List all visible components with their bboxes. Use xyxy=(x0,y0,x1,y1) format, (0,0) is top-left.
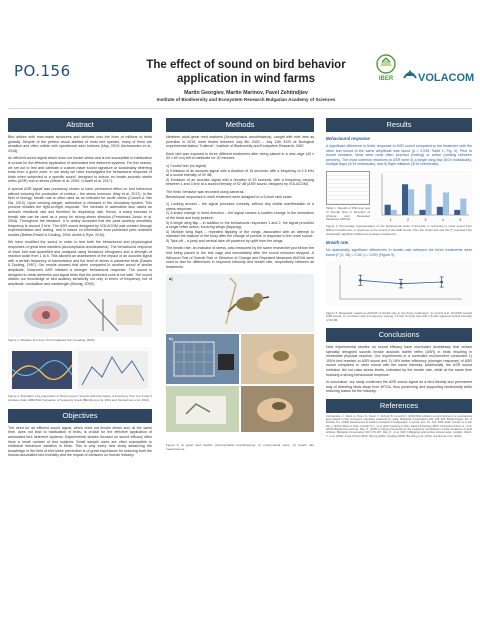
section-header-conclusions: Conclusions xyxy=(326,328,472,342)
setup-photo-graphic xyxy=(166,334,239,384)
volacom-logo xyxy=(402,66,475,88)
conclusions-paragraph: In conclusion, our study confirmed the ASR sound signal as a bird-friendly and permanent way of deterring birds away from WTGs, thus preserving and supporting biodiversity while reducing losses for the industry. xyxy=(326,380,472,394)
column-left xyxy=(8,118,152,458)
conclusions-paragraph: New experimental studies on sound efficacy have concluded doubtlessly that certain specially designed sounds invoke acoustic startle reflex (ASR) in birds resulting in immediate physical reaction. Our experiments in a controlled environment concluded 1) 100% bird reaction to ASR sound and 2) 16% better efficiency (stronger response) of ASR sound compared to other sound with the same intensity. Additionally, the ASR sound emission did not raise stress levels, indicated by the breath rate, while at the same time inducing a strong behavioural response. xyxy=(326,344,472,377)
methods-paragraph: The birds' behavior was recorded using cameras. Behavioural responses in each treatment were assigned to a 5-level rank scale: xyxy=(166,189,293,199)
affiliation: Institute of Biodiversity and Ecosystem Research Bulgarian Academy of Sciences xyxy=(156,97,336,102)
figure-3b-photo xyxy=(166,334,239,384)
x-tick-label: 2 xyxy=(407,217,410,222)
bar xyxy=(419,210,425,215)
results-figure-row xyxy=(326,171,472,223)
section-header-results: Results xyxy=(326,118,472,132)
figure-3a-photo xyxy=(166,274,314,332)
bar xyxy=(443,192,449,215)
results-subheading-behaviour: Behavioural response xyxy=(326,136,370,141)
section-header-methods: Methods xyxy=(166,118,314,132)
authors: Martin Georgiev, Martin Marinov, Pavel Zehtindjiev xyxy=(184,90,308,96)
bar xyxy=(426,184,432,215)
figure-2-graphic xyxy=(8,347,152,393)
x-tick-label: 3 xyxy=(424,217,427,222)
header-divider xyxy=(8,108,472,109)
abstract-paragraph: An efficient sound signal which does not invoke stress and is not susceptible to habituation is crucial for the effective application of automated bird deterrent systems. For this reason, we set out to test and calibrate a custom-made sound signature of sustainably deterring birds from a given zone. In our study we have investigated the behavioural response of birds when subjected to a specific sound, designed to induce an innate acoustic startle reflex (ASR) but no stress (Welch et al. 2009, Crowell et al. 2017). xyxy=(8,156,152,184)
table-1-caption: Table 1. Results of Wilcoxon test of Overall Size or Direction of Change and Repeated Measures ANOVA. xyxy=(326,205,370,222)
abstract-paragraph: A special ASR signal was previously shown to have permanent effect on bird behaviour without inducing the production of cortisol – the stress hormone (May et al. 2017). In the field of biology, breath rate is often used as an indicator for acute stress (Cornell & Van Dis, 2014). Upon sensing danger, adrenaline is released in the circulatory system. This process initiates the fight-or-flight response. The increase in adrenaline also raises an animal's metabolic rate and therefore its respiratory rate. Hence, a sharp increase in breath rate can be used as a proxy for strong stress stimulus (Fernández-Juricic et al. 2004). Throughout the literature, it is widely accepted that the peak auditory sensitivity frequency is around 3 kHz. The ASR sound designed by VOLACOM was created through experimentation and testing, and is based on information from published peer-reviewed studies (Brittan-Powell & Dooling, 2004; Amett & Ryle, 2016). xyxy=(8,186,152,237)
results-paragraph: A significant difference in birds' response to ASR sound compared to the treatment with the other test sound of the same amplitude was found (p = 0.035, Table 1, Fig. 4). Prior to sound emission, birds were most often perched (resting) or active (moving between perches). The most common reactions to ASR were 5) a single wing flap (6/19 individuals), multiple flaps (4/19 individuals), and 5) flight initiation (3/19 individuals). xyxy=(326,144,472,167)
table-1-graphic xyxy=(326,171,370,205)
figure-1-caption: Figure 1. Weather and time of bird (adapted from Gooding, 2005). xyxy=(8,338,96,343)
bar xyxy=(460,199,466,215)
figure-3-caption: Figure 3. a) great reed warbler (Acrocephalus arundinaceus); b) experimental setup. (c) breath rate measurement. xyxy=(166,443,314,452)
bar xyxy=(437,207,443,215)
methods-treatment-list: 1) Control test (no signal) 2) Emission of an acoustic signal with a duration of 15 seconds, with a frequency of 2.5 kHz at a sound intensity of 92 dB; 3) Emission of an acoustic signal with a duration of 15 seconds, with a frequency varying between 1 and 3 kHz at a sound intensity of 92 dB (ASR sound, designed by VOLACOM). xyxy=(166,163,314,187)
x-tick-label: 1 xyxy=(389,217,392,222)
figure-3e-photo xyxy=(241,386,314,432)
figure-5-chart xyxy=(326,261,472,305)
poster-id: PO.156 xyxy=(14,62,71,80)
figure-3b-label: b) xyxy=(169,336,173,342)
results-paragraph: No statistically significant differences in breath rate between the three treatments were found (F [2, 36] = 0.36, p = 0.69) (Figure 5). xyxy=(326,248,472,257)
section-header-objectives: Objectives xyxy=(8,409,152,423)
bar xyxy=(408,189,414,215)
figure-2-caption: Figure 2. Illustration of a preposition of bird-to-sound. Sounds with fast-sweep of frequency from 0 to 3 kHz.2 produce sharp 3dBA/5Hz fluctuation of frequency levels (Blumberg et al. 2011 and Sunderman et al. 2014). xyxy=(8,394,152,402)
bar xyxy=(385,205,391,215)
references-list: Aschwanden, J., Stark, H., Peter, D., Steuri, T., Schmid, B. & Liechti, F. (2018) Bird collisions at wind turbines in a mountainous area related to bird movement intensities measured by radar. Biological Conservation 220: 228–236. Brittan-Powell, E.F. & Dooling, R.J. (2004) Development of auditory sensitivity in budgerigars. J. Acoust. Soc. Am. 115: 3092–3102. Cornell, H. & Van Dis, J. (2014) Stress in birds. Crowell, S.C., et al. (2017) Hearing in birds. Dawes & Dooling (1997). Fernández-Juricic, E., et al. (2004) Behavioral response. May, R. (2015) A unifying framework for the underlying mechanisms of avian avoidance of wind turbines. Biological Conservation 190: 179–187. May, R., et al. (2017) Mitigating wind-turbine induced avian mortality. Welch, T., et al. (2009). Amett & Ryle (2016). Blumig (2009). Gooding (2005). Blumberg et al. (2011). Sunderman et al. (2014). xyxy=(326,414,472,438)
figure-2 xyxy=(8,347,152,393)
data-point xyxy=(440,280,443,283)
poster-title-line2: application in wind farms xyxy=(176,73,316,85)
figure-3c-photo xyxy=(241,334,314,384)
table-1 xyxy=(326,171,370,223)
figure-3a-label: a) xyxy=(169,276,173,282)
methods-paragraph: The breath rate, an indicator of stress, was measured by the same researcher just before the bird being placed in the test cage and immediately after the sound emission stopped. A Wilcoxon Test of Overall Size or Direction of Change and Repeated Measures ANOVA were used to test for differences in response intensity and breath rate, respectively between all treatments. xyxy=(166,246,314,269)
figure-3d-photo xyxy=(166,386,239,432)
title-block xyxy=(122,58,370,102)
objectives-paragraph: The need for an efficient sound signal, which does not invoke stress and, at the same time, does not lead to habituation in birds, is crucial for the effective application of automated bird deterrent systems. Experimental studies focused on sound efficacy often have a small number of test subjects. Small sample sizes are often susceptible to individual behaviour variation in birds. This is why every new study advancing the knowledge in the field of bird strike prevention is of great importance for reducing both the human-associated bird mortality and the impact of collisions on human industry. xyxy=(8,425,152,458)
figure-5-background xyxy=(326,261,472,305)
iber-logo-text: IBER xyxy=(378,76,394,82)
x-tick-label: 5 xyxy=(459,217,462,222)
x-tick-label: 4 xyxy=(441,217,444,222)
bar xyxy=(391,210,397,215)
figure-1 xyxy=(8,291,152,337)
poster-title-line1: The effect of sound on bird behavior xyxy=(146,59,346,71)
bar xyxy=(402,184,408,215)
results-subheading-breath: Breath rate xyxy=(326,240,349,246)
volacom-logo-text: VOLACOM xyxy=(418,72,475,84)
figure-1-graphic xyxy=(8,291,152,337)
section-header-abstract: Abstract xyxy=(8,118,152,132)
handling-photo-graphic xyxy=(241,386,314,432)
abstract-paragraph: Bird strikes with man-made structures and vehicles cost the lives of millions of birds globally. Despite of the perfect visual abilities of most bird species, many of them are sensitive and often collide with operational wind turbines (May, 2015; Aschwanden et al., 2018). xyxy=(8,135,152,153)
figure-3 xyxy=(166,274,314,442)
field-photo-graphic xyxy=(166,386,239,432)
section-header-references: References xyxy=(326,399,472,413)
figure-4-caption: Figure 4. Percentage representation of the behavioural ranks of intensity in response to novel sound from different treatments, in response to the sound of the ASR sound, from the 3 kHz test and the (*) represent the statistically significant difference between treatments. xyxy=(326,223,472,236)
iber-logo xyxy=(372,52,400,82)
data-point xyxy=(359,278,362,281)
methods-rank-scale: 1) Looking around – the signal provokes curiosity, without any visible manifestation of a stress response; 2) A sharp change in head direction – the signal causes a sudden change in the orientation of the head and body posture; 3) A single wing flap – in addition to the behavioural responses 1 and 2, the signal provokes a single reflex action, involving wings (flapping); 4) Multiple wing flaps – repeated flapping of the wings, associated with an attempt to maintain the balance of the body after the change of posture in response to the novel sound; 5) Take-off – a jump and vertical take-off powered by uplift from the wings. xyxy=(166,202,314,243)
abstract-paragraph: We have modified the sound in order to test both the behavioural and physiological responses of great reed warblers (Acrocephalus arundinaceus). The behavioural response of each bird was quantified and analysed using behaviour ethograms and a strength of reaction scale from 1 to 5. This allowed an assessment of the impact of an acoustic signal with a certain frequency of transmission and the level of stress in passerine birds (Dawes & Dooling, 1997). Our results showed that when compared to another sound of similar amplitude, Volacom's ASR initiated a stronger behavioural response. The sound is designed to resist alertness and signal birds that the protected zone is not safe. The sound utilizes our knowledge of bird auditory sensitivity not only in terms of frequency, but of amplitude, modulation and wavelength (Blumig, 2009). xyxy=(8,240,152,286)
column-middle xyxy=(166,118,314,452)
hand-photo-graphic xyxy=(241,334,314,384)
column-right xyxy=(326,118,472,438)
data-point xyxy=(400,282,403,285)
methods-paragraph: Each bird was exposed to three different treatments after being placed in a new cage (40 x 40 x 60 cm) left to habituate for 30 minutes: xyxy=(166,151,314,161)
figure-4-chart xyxy=(374,171,472,223)
methods-paragraph: Nineteen adult great reed warblers (Acrocephalus arundinaceus), caught with mist nets as juveniles in 2019, were tested between July 8th 2020 – July 11th 2020 at Biological experimental station "Kalimok", Institute of Biodiversity and Ecosystem Research, BAS. xyxy=(166,135,314,149)
bar xyxy=(454,210,460,215)
figure-5-caption: Figure 5. Repeated measures ANOVA of breath rate in the three treatments: 1) control test; (b)(ASR sound) ASR sound; (c) emission with a frequency varying 1.5 kHz and (d) test with 2.5 kHz signal at sound intensity of 92 dB. xyxy=(326,310,472,323)
bird-photo-graphic xyxy=(166,274,314,332)
